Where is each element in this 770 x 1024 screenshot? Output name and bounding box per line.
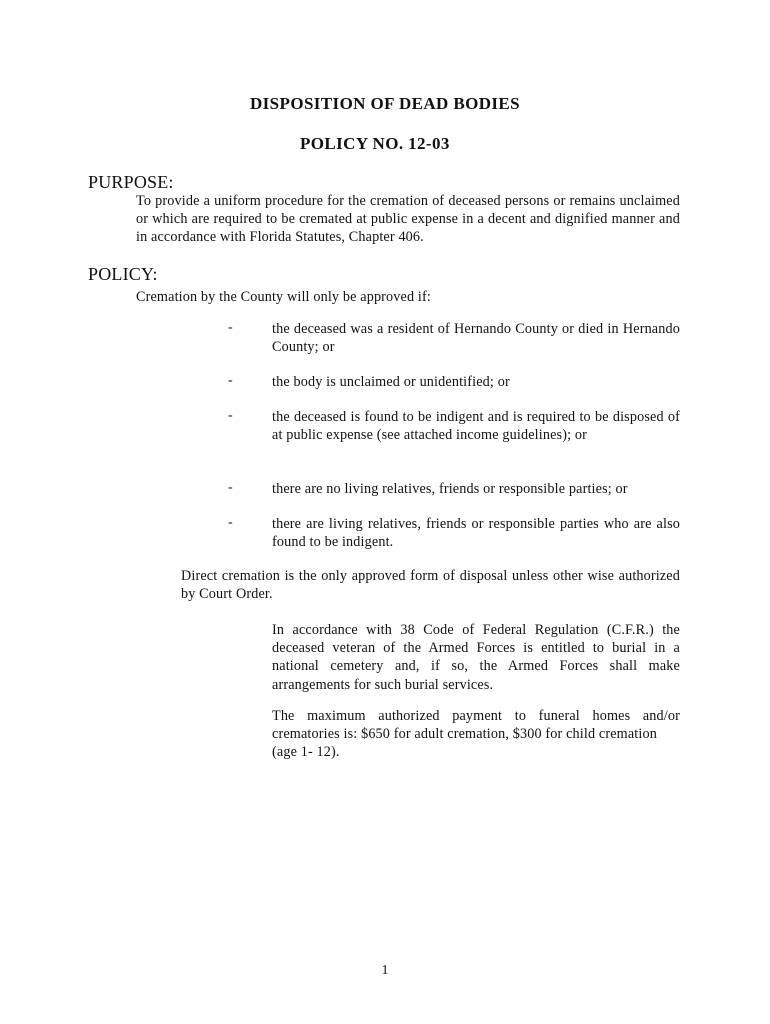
payment-main: The maximum authorized payment to funeral homes and/or crematories is: $650 for adult cremation, $300 for child cremation <box>272 708 680 743</box>
condition-item: the body is unclaimed or unidentified; or <box>272 374 510 390</box>
condition-dash: - <box>228 320 233 335</box>
policy-number: POLICY NO. 12-03 <box>300 134 450 153</box>
condition-item: the deceased is found to be indigent and is required to be disposed of at public expense (see attached income guidelines); or <box>272 409 680 444</box>
page-number: 1 <box>381 963 389 978</box>
condition-item: there are no living relatives, friends or responsible parties; or <box>272 481 628 497</box>
condition-dash: - <box>228 408 233 423</box>
condition-dash: - <box>228 373 233 388</box>
veteran-text: In accordance with 38 Code of Federal Regulation (C.F.R.) the deceased veteran of the Armed Forces is entitled to burial in a national cemetery and, if so, the Armed Forces shall make arrangements for such burial services. <box>272 622 680 693</box>
direct-cremation-text: Direct cremation is the only approved form of disposal unless other wise authorized by Court Order. <box>181 568 680 603</box>
payment-text <box>272 707 680 762</box>
policy-intro: Cremation by the County will only be approved if: <box>136 289 431 305</box>
payment-age: (age 1- 12). <box>272 744 340 761</box>
purpose-text: To provide a uniform procedure for the cremation of deceased persons or remains unclaimed or which are required to be cremated at public expense in a decent and dignified manner and in accordance with Florida Statutes, Chapter 406. <box>136 193 680 246</box>
policy-heading: POLICY: <box>88 264 158 284</box>
purpose-heading: PURPOSE: <box>88 172 174 192</box>
condition-dash: - <box>228 515 233 530</box>
condition-item: the deceased was a resident of Hernando County or died in Hernando County; or <box>272 321 680 356</box>
document-title: DISPOSITION OF DEAD BODIES <box>249 94 521 113</box>
condition-item: there are living relatives, friends or responsible parties who are also found to be indigent. <box>272 516 680 551</box>
condition-dash: - <box>228 480 233 495</box>
